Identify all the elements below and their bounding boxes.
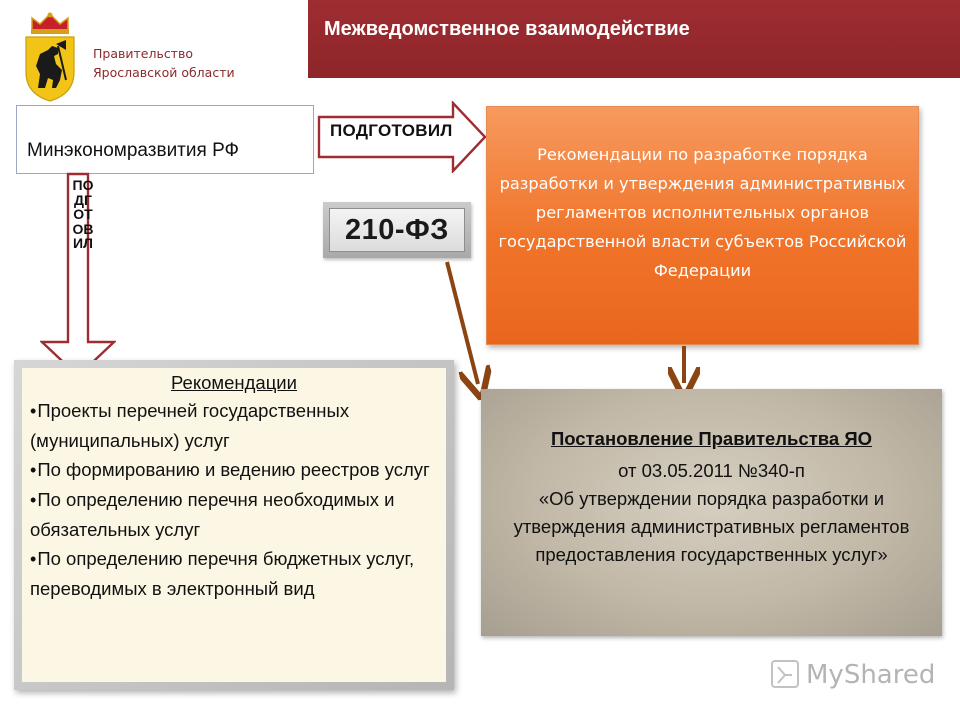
ministry-label: Минэкономразвития РФ	[27, 140, 239, 161]
decree-title: Постановление Правительства ЯО	[550, 428, 873, 449]
decree-body: «Об утверждении порядка разработки и утверждения административных регламентов предоставления государственных услуг»	[513, 488, 910, 565]
watermark-text: MyShared	[806, 660, 936, 690]
recommendations-list	[30, 396, 442, 603]
bullet-icon: •	[30, 460, 37, 480]
list-item: •По формированию и ведению реестров услуг	[30, 459, 430, 480]
federal-recommendations-text: Рекомендации по разработке порядка разработки и утверждения административных регламентов исполнительных органов государственной власти субъектов Российской Федерации	[498, 145, 907, 280]
government-label	[93, 44, 293, 82]
list-item: •По определению перечня необходимых и обязательных услуг	[30, 489, 395, 540]
prepared-arrow-right-label: ПОДГОТОВИЛ	[330, 121, 453, 140]
government-label-line2: Ярославской области	[93, 65, 235, 80]
list-item: •По определению перечня бюджетных услуг, переводимых в электронный вид	[30, 548, 415, 599]
page-title: Межведомственное взаимодействие	[324, 18, 690, 40]
government-label-line1: Правительство	[93, 46, 193, 61]
bullet-icon: •	[30, 549, 37, 569]
decree-text	[495, 457, 928, 569]
bullet-icon: •	[30, 490, 37, 510]
decree-date: от 03.05.2011 №340-п	[618, 460, 805, 481]
bullet-icon: •	[30, 401, 37, 421]
recommendations-title: Рекомендации	[171, 372, 297, 393]
prepared-arrow-down-label: ПОДГОТОВИЛ	[72, 177, 94, 251]
list-item: •Проекты перечней государственных (муниципальных) услуг	[30, 400, 350, 451]
law-badge	[323, 202, 471, 258]
yaroslavl-coat-of-arms-icon	[18, 10, 82, 104]
law-badge-label: 210-ФЗ	[329, 208, 465, 252]
